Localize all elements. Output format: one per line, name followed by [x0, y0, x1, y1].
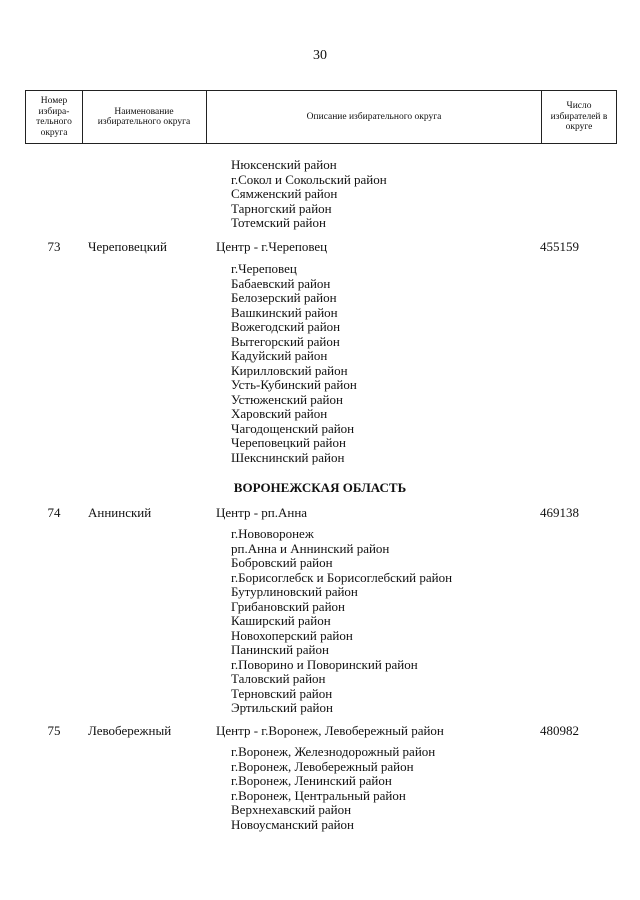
- area-item: Таловский район: [231, 671, 326, 686]
- district-area-list-74: [231, 527, 452, 716]
- area-item: Новоусманский район: [231, 816, 355, 832]
- district-voter-count: 455159: [540, 239, 579, 254]
- header-district-description: Описание избирательного округа: [207, 91, 542, 143]
- area-item: г.Череповец: [231, 261, 297, 276]
- area-item: Верхнехавский район: [231, 802, 352, 817]
- area-item: Кирилловский район: [231, 362, 348, 378]
- area-item: Новохоперский район: [231, 627, 353, 643]
- area-item: Панинский район: [231, 642, 329, 657]
- district-centre: Центр - г.Воронеж, Левобережный район: [216, 723, 444, 738]
- district-name: Левобережный: [88, 723, 172, 738]
- area-item: г.Нововоронеж: [231, 526, 314, 541]
- area-item: Кадуйский район: [231, 348, 328, 363]
- continuation-area-list: [231, 158, 387, 231]
- table-header: [25, 90, 617, 144]
- region-heading: ВОРОНЕЖСКАЯ ОБЛАСТЬ: [233, 480, 407, 495]
- area-item: Вытегорский район: [231, 333, 340, 349]
- area-item: Харовский район: [231, 406, 328, 421]
- district-area-list-73: [231, 262, 357, 465]
- area-item: г.Борисоглебск и Борисоглебский район: [231, 569, 453, 585]
- area-item: Устюженский район: [231, 391, 343, 407]
- district-number: 75: [47, 723, 61, 738]
- page-number: 30: [313, 48, 327, 63]
- area-item: г.Воронеж, Ленинский район: [231, 773, 392, 788]
- area-item: Эртильский район: [231, 700, 333, 715]
- area-item: Усть-Кубинский район: [231, 377, 357, 392]
- area-item: Тарногский район: [231, 200, 332, 216]
- header-district-name: Наименование избирательного округа: [82, 91, 207, 143]
- district-number: 74: [47, 505, 61, 520]
- area-item: Вашкинский район: [231, 304, 338, 320]
- district-centre: Центр - рп.Анна: [216, 505, 308, 520]
- area-item: г.Воронеж, Центральный район: [231, 787, 406, 803]
- area-item: Череповецкий район: [231, 435, 346, 450]
- district-voter-count: 480982: [540, 723, 579, 738]
- area-item: г.Воронеж, Железнодорожный район: [231, 744, 436, 759]
- area-item: г.Поворино и Поворинский район: [231, 656, 418, 672]
- area-item: Бабаевский район: [231, 275, 331, 291]
- area-item: Шекснинский район: [231, 449, 345, 465]
- area-item: Вожегодский район: [231, 319, 341, 334]
- district-area-list-75: [231, 745, 435, 832]
- area-item: Терновский район: [231, 685, 333, 701]
- area-item: Тотемский район: [231, 215, 326, 230]
- area-item: Бутурлиновский район: [231, 584, 358, 599]
- area-item: Сямженский район: [231, 186, 338, 201]
- area-item: Каширский район: [231, 613, 331, 628]
- district-name: Череповецкий: [88, 239, 167, 254]
- area-item: Чагодощенский район: [231, 420, 355, 436]
- district-centre: Центр - г.Череповец: [216, 239, 328, 254]
- area-item: рп.Анна и Аннинский район: [231, 540, 390, 556]
- area-item: г.Воронеж, Левобережный район: [231, 758, 414, 774]
- district-number: 73: [47, 239, 61, 254]
- header-voter-count: Число избирателей в округе: [542, 91, 617, 143]
- area-item: Нюксенский район: [231, 157, 337, 172]
- district-name: Аннинский: [88, 505, 152, 520]
- area-item: Грибановский район: [231, 598, 345, 614]
- area-item: г.Сокол и Сокольский район: [231, 171, 387, 187]
- header-district-number: Номер избира-тельного округа: [25, 91, 83, 143]
- area-item: Белозерский район: [231, 290, 337, 305]
- area-item: Бобровский район: [231, 555, 333, 570]
- district-voter-count: 469138: [540, 505, 579, 520]
